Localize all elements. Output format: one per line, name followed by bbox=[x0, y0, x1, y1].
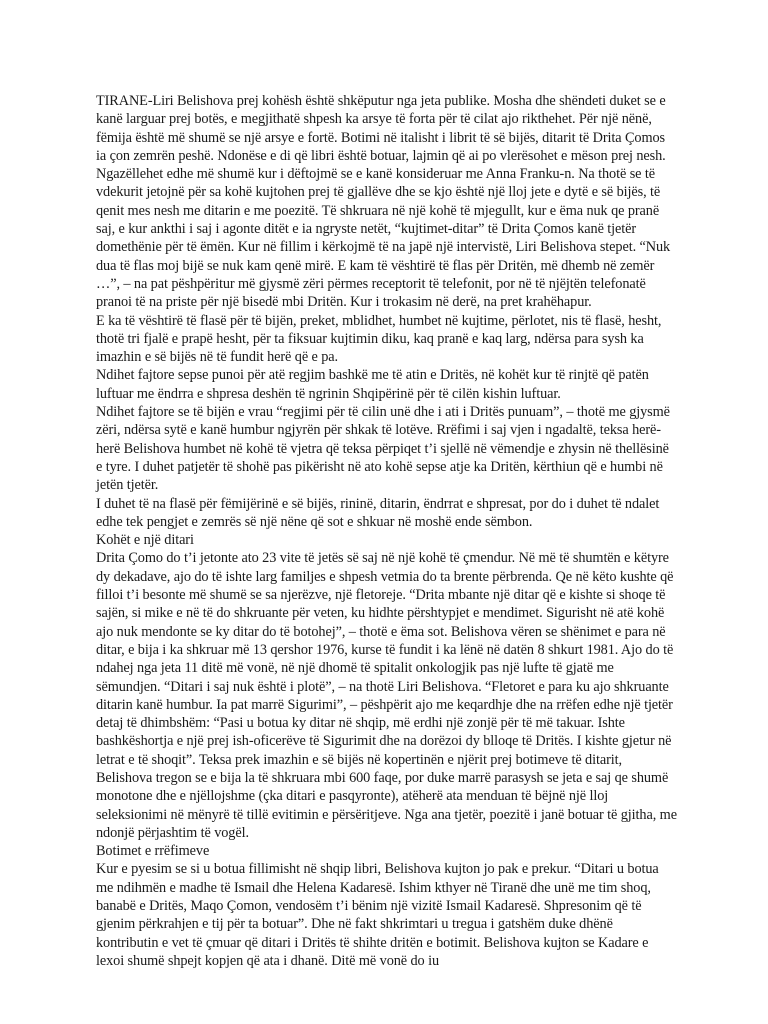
paragraph: Ndihet fajtore se të bijën e vrau “regjimi për të cilin unë dhe i ati i Dritës punuam”, – thotë me gjysmë zëri, ndërsa sytë e kanë humbur ngjyrën për shkak të lotëve. Rrëfimi i saj vjen i ngadaltë, teksa herë-herë Belishova humbet në kohë të vjetra që teksa përpiqet t’i sjellë në vëmendje e zhysin në thellësinë e tyre. I duhet patjetër të shohë pas pikërisht në ato kohë sepse atje ka Dritën, kërthiun që e humbi në jetën tjetër. bbox=[96, 404, 670, 494]
paragraph: E ka të vështirë të flasë për të bijën, preket, mblidhet, humbet në kujtime, përlotet, nis të flasë, hesht, thotë tri fjalë e prapë hesht, për ta fiksuar kujtimin diku, kaq pranë e kaq larg, ndërsa para sysh ka imazhin e së bijës në të fundit herë që e pa. bbox=[96, 312, 662, 366]
section-heading: Kohët e një ditari bbox=[96, 532, 194, 549]
paragraph: Drita Çomo do t’i jetonte ato 23 vite të jetës së saj në një kohë të çmendur. Në më të shumtën e këtyre dy dekadave, ajo do të ishte larg familjes e shpesh vetmia do ta brente përbrenda. Qe në këto kushte që filloi t’i besonte më shumë se sa njerëzve, një fletoreje. “Drita mbante një ditar që e kishte si shoqe të sajën, si mike e në të do shkruante për veten, ku hidhte përshtypjet e mendimet. Sigurisht në atë kohë ajo nuk mendonte se ky ditar do të botohej”, – thotë e ëma sot. Belishova vëren se shënimet e para në ditar, e bija i ka shkruar më 13 qershor 1976, kurse të fundit i ka lënë në datën 8 shkurt 1981. Ajo do të ndahej nga jeta 11 ditë më vonë, në një dhomë të spitalit onkologjik pas një lufte të gjatë me sëmundjen. “Ditari i saj nuk është i plotë”, – na thotë Liri Belishova. “Fletoret e para ku ajo shkruante ditarin kanë humbur. Ia pat marrë Sigurimi”, – pëshpërit ajo me keqardhje dhe na rrëfen edhe një tjetër detaj të dhimbshëm: “Pasi u botua ky ditar në shqip, më erdhi një zonjë për të më takuar. Ishte bashkëshortja e një prej ish-oficerëve të Sigurimit dhe na dorëzoi dy blloqe të Dritës. I kishte gjetur në letrat e të shoqit”. Teksa prek imazhin e së bijës në kopertinën e njërit prej botimeve të ditarit, Belishova tregon se e bija la të shkruara mbi 600 faqe, por duke marrë parasysh se jeta e saj qe shumë monotone dhe e njëllojshme (çka ditari e pasqyronte), atëherë ata menduan të bëjnë një lloj seleksionimi në mënyrë të tillë evitimin e përsëritjeve. Nga ana tjetër, poezitë i janë botuar të gjitha, me ndonjë përjashtim të vogël. bbox=[96, 550, 677, 841]
paragraph: Kur e pyesim se si u botua fillimisht në shqip libri, Belishova kujton jo pak e prekur. “Ditari u botua me ndihmën e madhe të Ismail dhe Helena Kadaresë. Ishim kthyer në Tiranë dhe unë me tim shoq, banabë e Dritës, Maqo Çomon, vendosëm t’i bënim një vizitë Ismail Kadaresë. Shpresonim që të gjenim përkrahjen e tij për ta botuar”. Dhe në fakt shkrimtari u tregua i gatshëm duke dhënë kontributin e vet të çmuar që ditari i Dritës të shihte dritën e botimit. Belishova kujton se Kadare e lexoi shumë shpejt kopjen që ata i dhanë. Ditë më vonë do iu bbox=[96, 861, 659, 969]
paragraph: Ndihet fajtore sepse punoi për atë regjim bashkë me të atin e Dritës, në kohët kur të rinjtë që patën luftuar me ëndrra e shpresa deshën të ngrinin Shqipërinë për të cilën kishin luftuar. bbox=[96, 367, 649, 402]
article-body bbox=[96, 92, 678, 970]
section-heading: Botimet e rrëfimeve bbox=[96, 843, 210, 860]
paragraph: TIRANE-Liri Belishova prej kohësh është shkëputur nga jeta publike. Mosha dhe shëndeti duket se e kanë larguar prej botës, e megjithatë shpesh ka arsye të forta për të cilat ajo rikthehet. Për një nënë, fëmija është më shumë se një arsye e fortë. Botimi në italisht i librit të së bijës, ditarit të Drita Çomos ia çon zemrën peshë. Ndonëse e di që libri është botuar, lajmin që ai po vlerësohet e mëson prej nesh. Ngazëllehet edhe më shumë kur i dëftojmë se e kanë konsideruar me Anna Franku-n. Na thotë se të vdekurit jetojnë për sa kohë kujtohen prej të gjallëve dhe se kjo është një lloj jete e dytë e së bijës, të qenit mes nesh me ditarin e me poezitë. Të shkruara në një kohë të mjegullt, kur e ëma nuk qe pranë saj, e kur ankthi i saj i agonte ditët e ia ngryste netët, “kujtimet-ditar” të Drita Çomos kanë tjetër domethënie për të ëmën. Kur në fillim i kërkojmë të na japë një intervistë, Liri Belishova stepet. “Nuk dua të flas moj bijë se nuk kam qenë mirë. E kam të vështirë të flas për Dritën, më dhemb në zemër …”, – na pat pëshpëritur më gjysmë zëri përmes receptorit të telefonit, por në të njëjtën telefonatë pranoi të na priste për një bisedë mbi Dritën. Kur i trokasim në derë, na pret krahëhapur. bbox=[96, 93, 671, 311]
paragraph: I duhet të na flasë për fëmijërinë e së bijës, rininë, ditarin, ëndrrat e shpresat, por do i duhet të ndalet edhe tek pengjet e zemrës së një nëne që sot e shkuar në moshë ende sëmbon. bbox=[96, 495, 660, 530]
